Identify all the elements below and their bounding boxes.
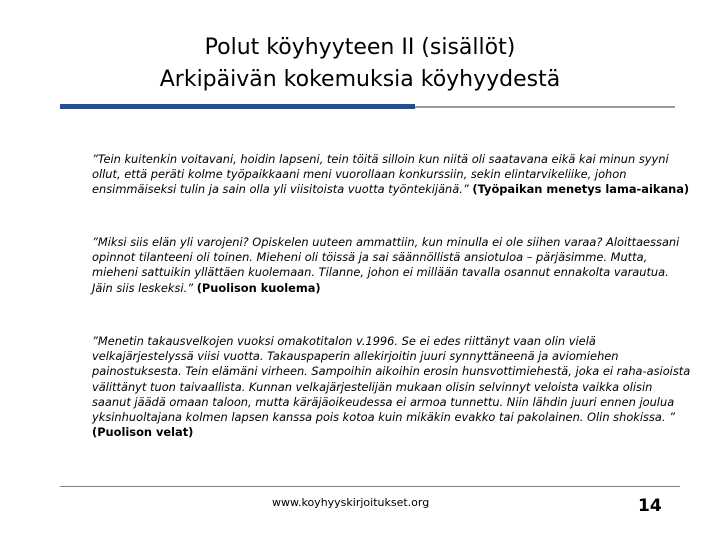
quote-1-source: (Työpaikan menetys lama-aikana) <box>472 182 690 197</box>
quote-3 <box>92 334 692 440</box>
quote-2-text: ”Miksi siis elän yli varojeni? Opiskelen uuteen ammattiin, kun minulla ei ole siihen varaa? Aloittaessani opinnot tilanteeni oli toinen. Mieheni oli töissä ja sai säännöllistä ansiotuloa – pärjäsimme. Mutta, mieheni sattuikin yllättäen kuolemaan. Tilanne, johon ei millään tavalla osannut ennakolta varautua. Jäin siis leskeksi.” <box>92 235 680 295</box>
quote-1 <box>92 152 692 198</box>
footer-divider <box>60 486 680 487</box>
quote-2-source: (Puolison kuolema) <box>196 280 321 295</box>
quote-3-source: (Puolison velat) <box>92 425 194 440</box>
title-accent-bar <box>60 104 415 109</box>
page-number: 14 <box>638 496 662 516</box>
slide-title-line-2: Arkipäivän kokemuksia köyhyydestä <box>159 67 561 92</box>
quote-3-text: ”Menetin takausvelkojen vuoksi omakotitalon v.1996. Se ei edes riittänyt vaan olin vielä velkajärjestelyssä viisi vuotta. Takauspaperin allekirjoitin juuri synnyttäneenä ja aviomiehen painostuksesta. Tein elämäni virheen. Sampoihin aikoihin erosin hunsvottimiehestä, joka ei raha-asioista välittänyt tuon taivaallista. Kunnan velkajärjestelijän mukaan olisin selvinnyt veloista vaikka olisin saanut jäädä omaan taloon, mutta käräjäoikeudessa ei armoa tunnettu. Niin lähdin juuri ennen joulua yksinhuoltajana kolmen lapsen kanssa pois kotoa kuin mikäkin evakko tai pakolainen. Olin shokissa. ” <box>92 334 691 425</box>
slide-title-line-1: Polut köyhyyteen II (sisällöt) <box>204 35 516 60</box>
slide-title <box>0 32 720 96</box>
quote-1-text: ”Tein kuitenkin voitavani, hoidin lapseni, tein töitä silloin kun niitä oli saatavana eikä kai minun syyni ollut, että peräti kolme työpaikkaani meni vuorollaan konkurssiin, sekin elintarvikeliike, johon ensimmäiseksi tulin ja sain olla yli viisitoista vuotta työntekijänä.” <box>92 152 669 197</box>
quote-2 <box>92 235 692 296</box>
footer-url: www.koyhyyskirjoitukset.org <box>272 496 430 509</box>
